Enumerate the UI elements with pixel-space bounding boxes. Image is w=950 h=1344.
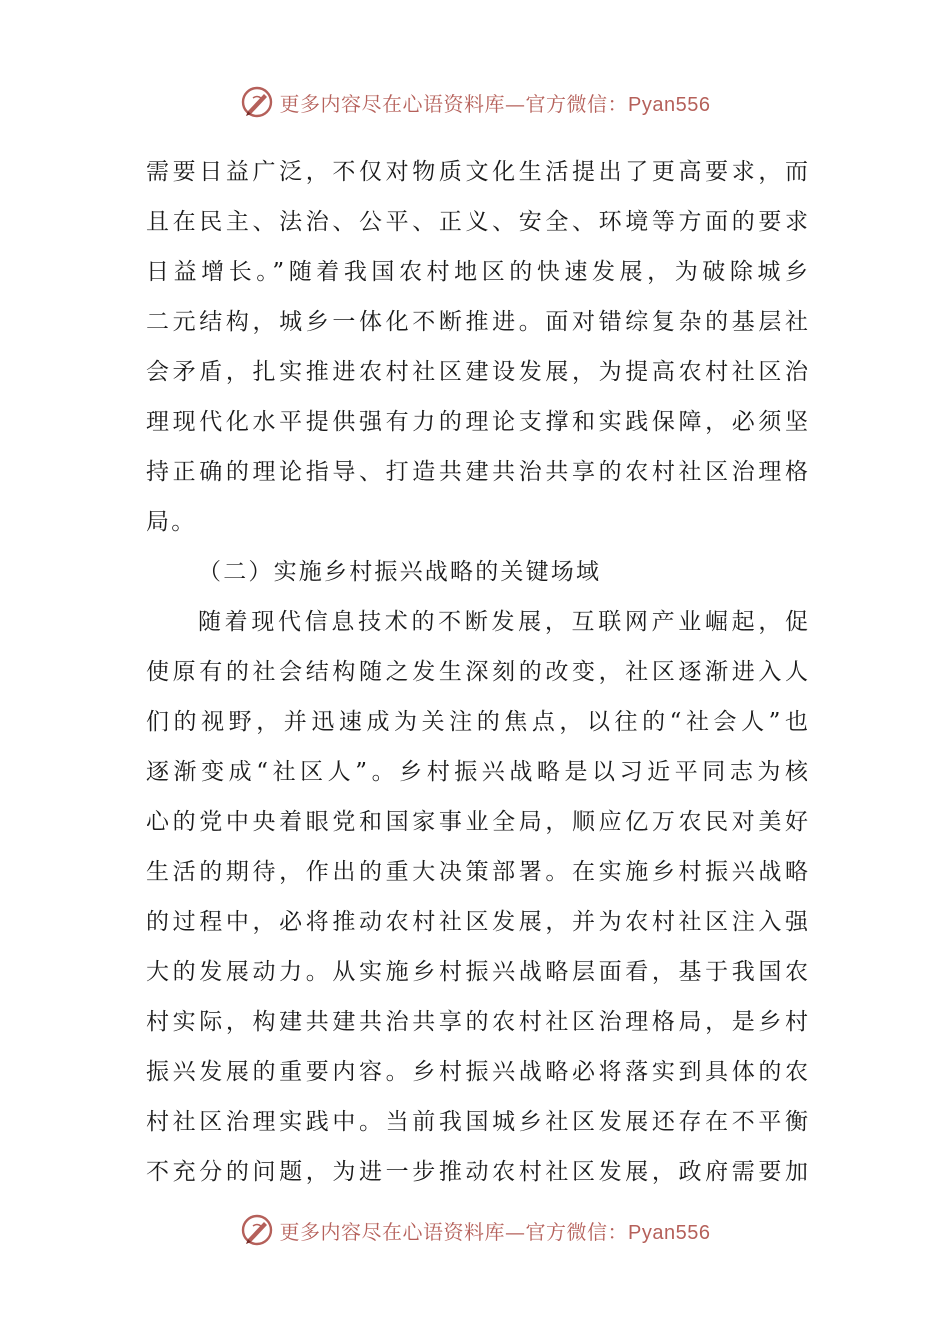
pen-logo-icon: [240, 1213, 274, 1247]
text-line: 且在民主、法治、公平、正义、安全、环境等方面的要求: [146, 209, 808, 235]
wechat-id: Pyan556: [628, 1221, 711, 1244]
section-heading: （二）实施乡村振兴战略的关键场域: [198, 559, 602, 585]
banner-text: 更多内容尽在心语资料库—官方微信：Pyan556: [279, 91, 711, 116]
pen-logo-icon: [240, 85, 274, 119]
text-line: 不充分的问题，为进一步推动农村社区发展，政府需要加: [146, 1159, 808, 1185]
text-line: 村实际，构建共建共治共享的农村社区治理格局，是乡村: [146, 1009, 808, 1035]
document-body: [146, 147, 808, 1197]
text-line: 二元结构，城乡一体化不断推进。面对错综复杂的基层社: [146, 309, 808, 335]
footer-banner: [0, 1210, 950, 1250]
text-line: 持正确的理论指导、打造共建共治共享的农村社区治理格: [146, 459, 808, 485]
text-line: 的过程中，必将推动农村社区发展，并为农村社区注入强: [146, 909, 808, 935]
text-line: 逐渐变成“社区人”。乡村振兴战略是以习近平同志为核: [146, 759, 808, 785]
wechat-id: Pyan556: [628, 93, 711, 116]
banner-text: 更多内容尽在心语资料库—官方微信：Pyan556: [279, 1219, 711, 1244]
text-line: 日益增长。”随着我国农村地区的快速发展，为破除城乡: [146, 259, 808, 285]
text-line: 随着现代信息技术的不断发展，互联网产业崛起，促: [198, 609, 808, 635]
text-line: 局。: [146, 509, 197, 535]
text-line: 心的党中央着眼党和国家事业全局，顺应亿万农民对美好: [146, 809, 808, 835]
text-line: 村社区治理实践中。当前我国城乡社区发展还存在不平衡: [146, 1109, 808, 1135]
text-line: 大的发展动力。从实施乡村振兴战略层面看，基于我国农: [146, 959, 808, 985]
text-line: 们的视野，并迅速成为关注的焦点，以往的“社会人”也: [146, 709, 808, 735]
text-line: 振兴发展的重要内容。乡村振兴战略必将落实到具体的农: [146, 1059, 808, 1085]
header-banner: [0, 82, 950, 122]
text-line: 使原有的社会结构随之发生深刻的改变，社区逐渐进入人: [146, 659, 808, 685]
text-line: 生活的期待，作出的重大决策部署。在实施乡村振兴战略: [146, 859, 808, 885]
text-line: 需要日益广泛，不仅对物质文化生活提出了更高要求，而: [146, 159, 808, 185]
text-line: 理现代化水平提供强有力的理论支撑和实践保障，必须坚: [146, 409, 808, 435]
text-line: 会矛盾，扎实推进农村社区建设发展，为提高农村社区治: [146, 359, 808, 385]
